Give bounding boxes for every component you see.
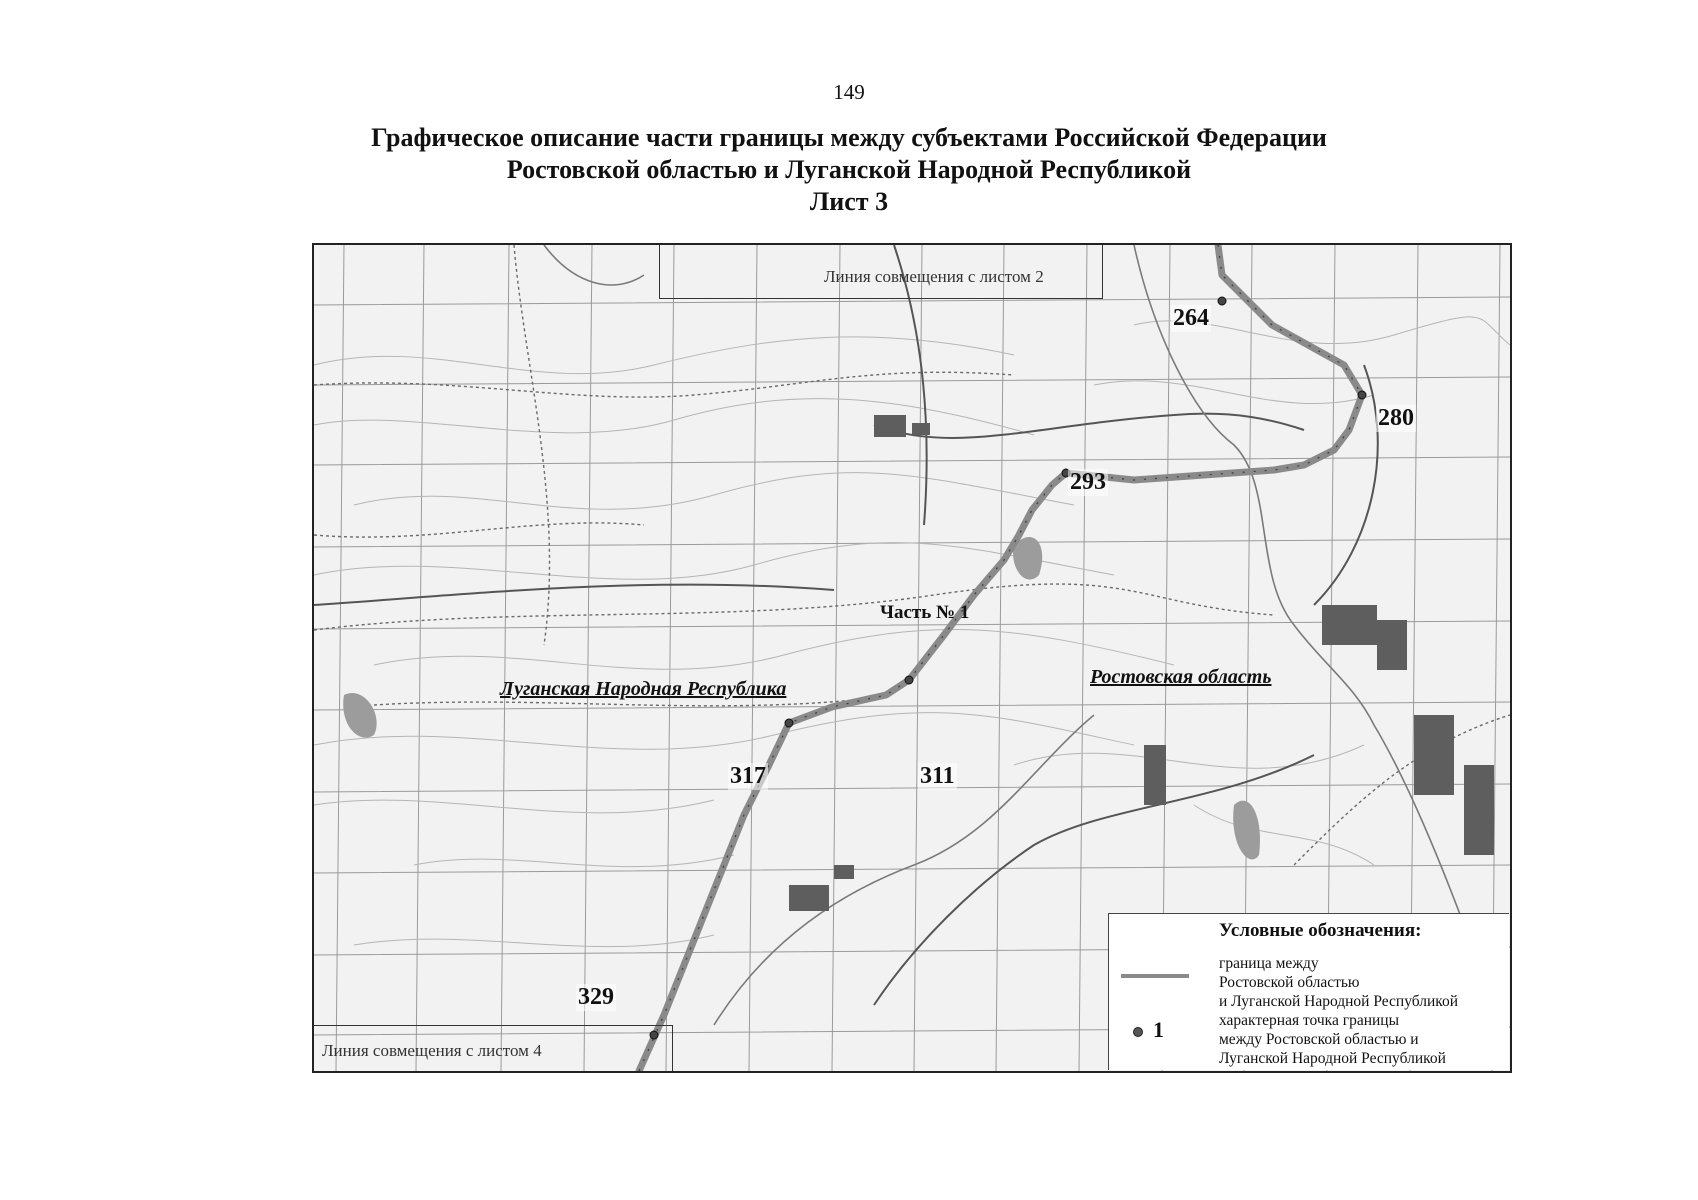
legend xyxy=(1108,913,1509,1070)
legend-boundary-line-1: граница между xyxy=(1219,955,1319,972)
joint-label-top: Линия совмещения с листом 2 xyxy=(824,267,1044,286)
point-label-317: 317 xyxy=(730,763,766,789)
title-line-1: Графическое описание части границы между субъектами Российской Федерации xyxy=(371,123,1327,152)
legend-point-symbol xyxy=(1133,1027,1143,1037)
point-317-marker xyxy=(785,719,793,727)
point-label-264: 264 xyxy=(1173,305,1209,331)
legend-title: Условные обозначения: xyxy=(1219,920,1422,941)
legend-point-text xyxy=(1219,1011,1446,1068)
region-label-rostov: Ростовская область xyxy=(1090,666,1272,688)
point-264-marker xyxy=(1218,297,1226,305)
point-311-marker xyxy=(905,676,913,684)
point-label-329: 329 xyxy=(578,984,614,1010)
legend-point-line-3: Луганской Народной Республикой xyxy=(1219,1050,1446,1067)
legend-point-line-1: характерная точка границы xyxy=(1219,1012,1400,1029)
point-label-280: 280 xyxy=(1378,405,1414,431)
title-line-2: Ростовской областью и Луганской Народной Республикой xyxy=(506,155,1192,184)
point-label-293: 293 xyxy=(1070,469,1106,495)
page-title xyxy=(0,122,1698,218)
point-280-marker xyxy=(1358,391,1366,399)
legend-boundary-symbol xyxy=(1121,974,1189,978)
title-line-3: Лист 3 xyxy=(809,187,889,216)
legend-point-number: 1 xyxy=(1153,1017,1164,1042)
map-frame xyxy=(312,243,1512,1073)
legend-point-line-2: между Ростовской областью и xyxy=(1219,1031,1419,1048)
part-label: Часть № 1 xyxy=(880,602,970,623)
legend-boundary-line-2: Ростовской областью xyxy=(1219,974,1360,991)
legend-boundary-line-3: и Луганской Народной Республикой xyxy=(1219,993,1459,1010)
joint-label-bottom: Линия совмещения с листом 4 xyxy=(322,1041,542,1060)
region-label-lnr: Луганская Народная Республика xyxy=(500,678,787,700)
legend-boundary-text xyxy=(1219,954,1458,1011)
point-label-311: 311 xyxy=(920,763,955,789)
page-number: 149 xyxy=(833,80,865,104)
